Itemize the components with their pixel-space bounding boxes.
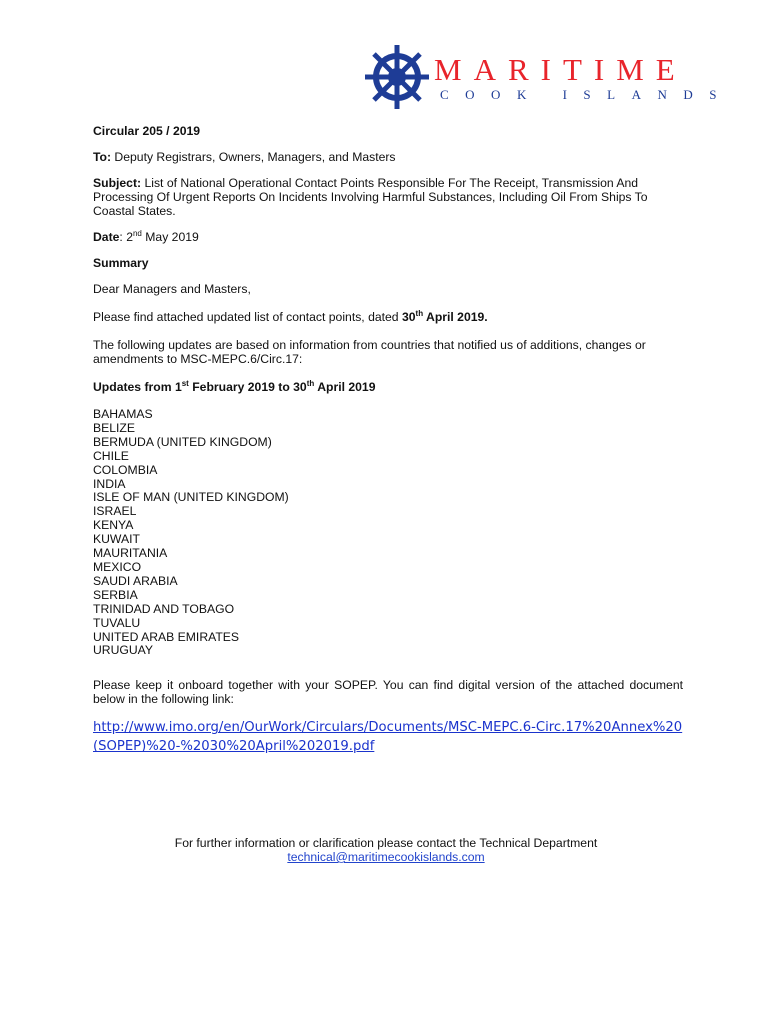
subject-label: Subject:	[93, 176, 142, 190]
attached-month-year: April 2019.	[423, 310, 488, 324]
attached-line	[93, 310, 683, 324]
attached-text: Please find attached updated list of contact points, dated	[93, 310, 402, 324]
attached-suffix: th	[415, 308, 424, 318]
greeting: Dear Managers and Masters,	[93, 282, 251, 296]
date-line	[93, 230, 683, 244]
updates-heading-sup1: st	[181, 378, 189, 388]
updates-heading-sup2: th	[306, 378, 315, 388]
date-suffix: nd	[132, 228, 142, 238]
updates-heading-mid: February 2019 to 30	[188, 380, 307, 394]
to-label: To:	[93, 150, 112, 164]
list-item: BELIZE	[93, 420, 135, 435]
list-item: MAURITANIA	[93, 546, 168, 561]
ship-wheel-icon	[362, 42, 432, 112]
updates-heading	[93, 380, 683, 394]
maritime-logo	[362, 42, 733, 112]
list-item: KUWAIT	[93, 532, 140, 547]
to-value: Deputy Registrars, Owners, Managers, and Masters	[111, 150, 396, 164]
list-item: CHILE	[93, 448, 129, 463]
list-item: BERMUDA (UNITED KINGDOM)	[93, 434, 272, 449]
list-item: COLOMBIA	[93, 462, 158, 477]
list-item: URUGUAY	[93, 643, 154, 658]
list-item: TRINIDAD AND TOBAGO	[93, 601, 235, 616]
date-label: Date	[93, 230, 120, 244]
logo-subtitle: COOK ISLANDS	[440, 87, 733, 102]
country-list	[93, 408, 683, 658]
list-item: ISLE OF MAN (UNITED KINGDOM)	[93, 490, 289, 505]
updates-heading-start: Updates from 1	[93, 380, 182, 394]
to-line	[93, 150, 683, 164]
attached-day: 30	[401, 310, 416, 324]
list-item: UNITED ARAB EMIRATES	[93, 629, 240, 644]
list-item: ISRAEL	[93, 504, 137, 519]
list-item: MEXICO	[93, 559, 142, 574]
logo-title: MARITIME	[434, 52, 687, 87]
footer-text: For further information or clarification please contact the Technical Department	[174, 836, 598, 850]
keep-onboard-paragraph: Please keep it onboard together with your SOPEP. You can find digital version of the attached document below in the following link:	[93, 678, 683, 707]
list-item: SAUDI ARABIA	[93, 573, 178, 588]
technical-email-link[interactable]: technical@maritimecookislands.com	[287, 850, 485, 864]
circular-number: Circular 205 / 2019	[93, 124, 201, 138]
summary-heading: Summary	[93, 256, 149, 270]
list-item: KENYA	[93, 518, 134, 533]
subject-line	[93, 176, 683, 218]
list-item: INDIA	[93, 476, 126, 491]
list-item: BAHAMAS	[93, 407, 153, 421]
following-paragraph: The following updates are based on information from countries that notified us of additions, changes or amendments to MSC-MEPC.6/Circ.17:	[93, 338, 646, 366]
subject-value: List of National Operational Contact Points Responsible For The Receipt, Transmission And Processing Of Urgent Reports On Incidents Involving Harmful Substances, Including Oil From Ships To Coastal States.	[93, 176, 648, 218]
updates-heading-end: April 2019	[314, 380, 376, 394]
circular-body	[93, 124, 683, 756]
footer	[93, 836, 679, 864]
date-month-year: May 2019	[141, 230, 199, 244]
list-item: SERBIA	[93, 587, 138, 602]
date-day: : 2	[119, 230, 133, 244]
list-item: TUVALU	[93, 615, 141, 630]
sopep-document-link[interactable]: http://www.imo.org/en/OurWork/Circulars/Documents/MSC-MEPC.6-Circ.17%20Annex%20(SOPEP)%20-%2030%20April%202019.pdf	[93, 720, 683, 755]
